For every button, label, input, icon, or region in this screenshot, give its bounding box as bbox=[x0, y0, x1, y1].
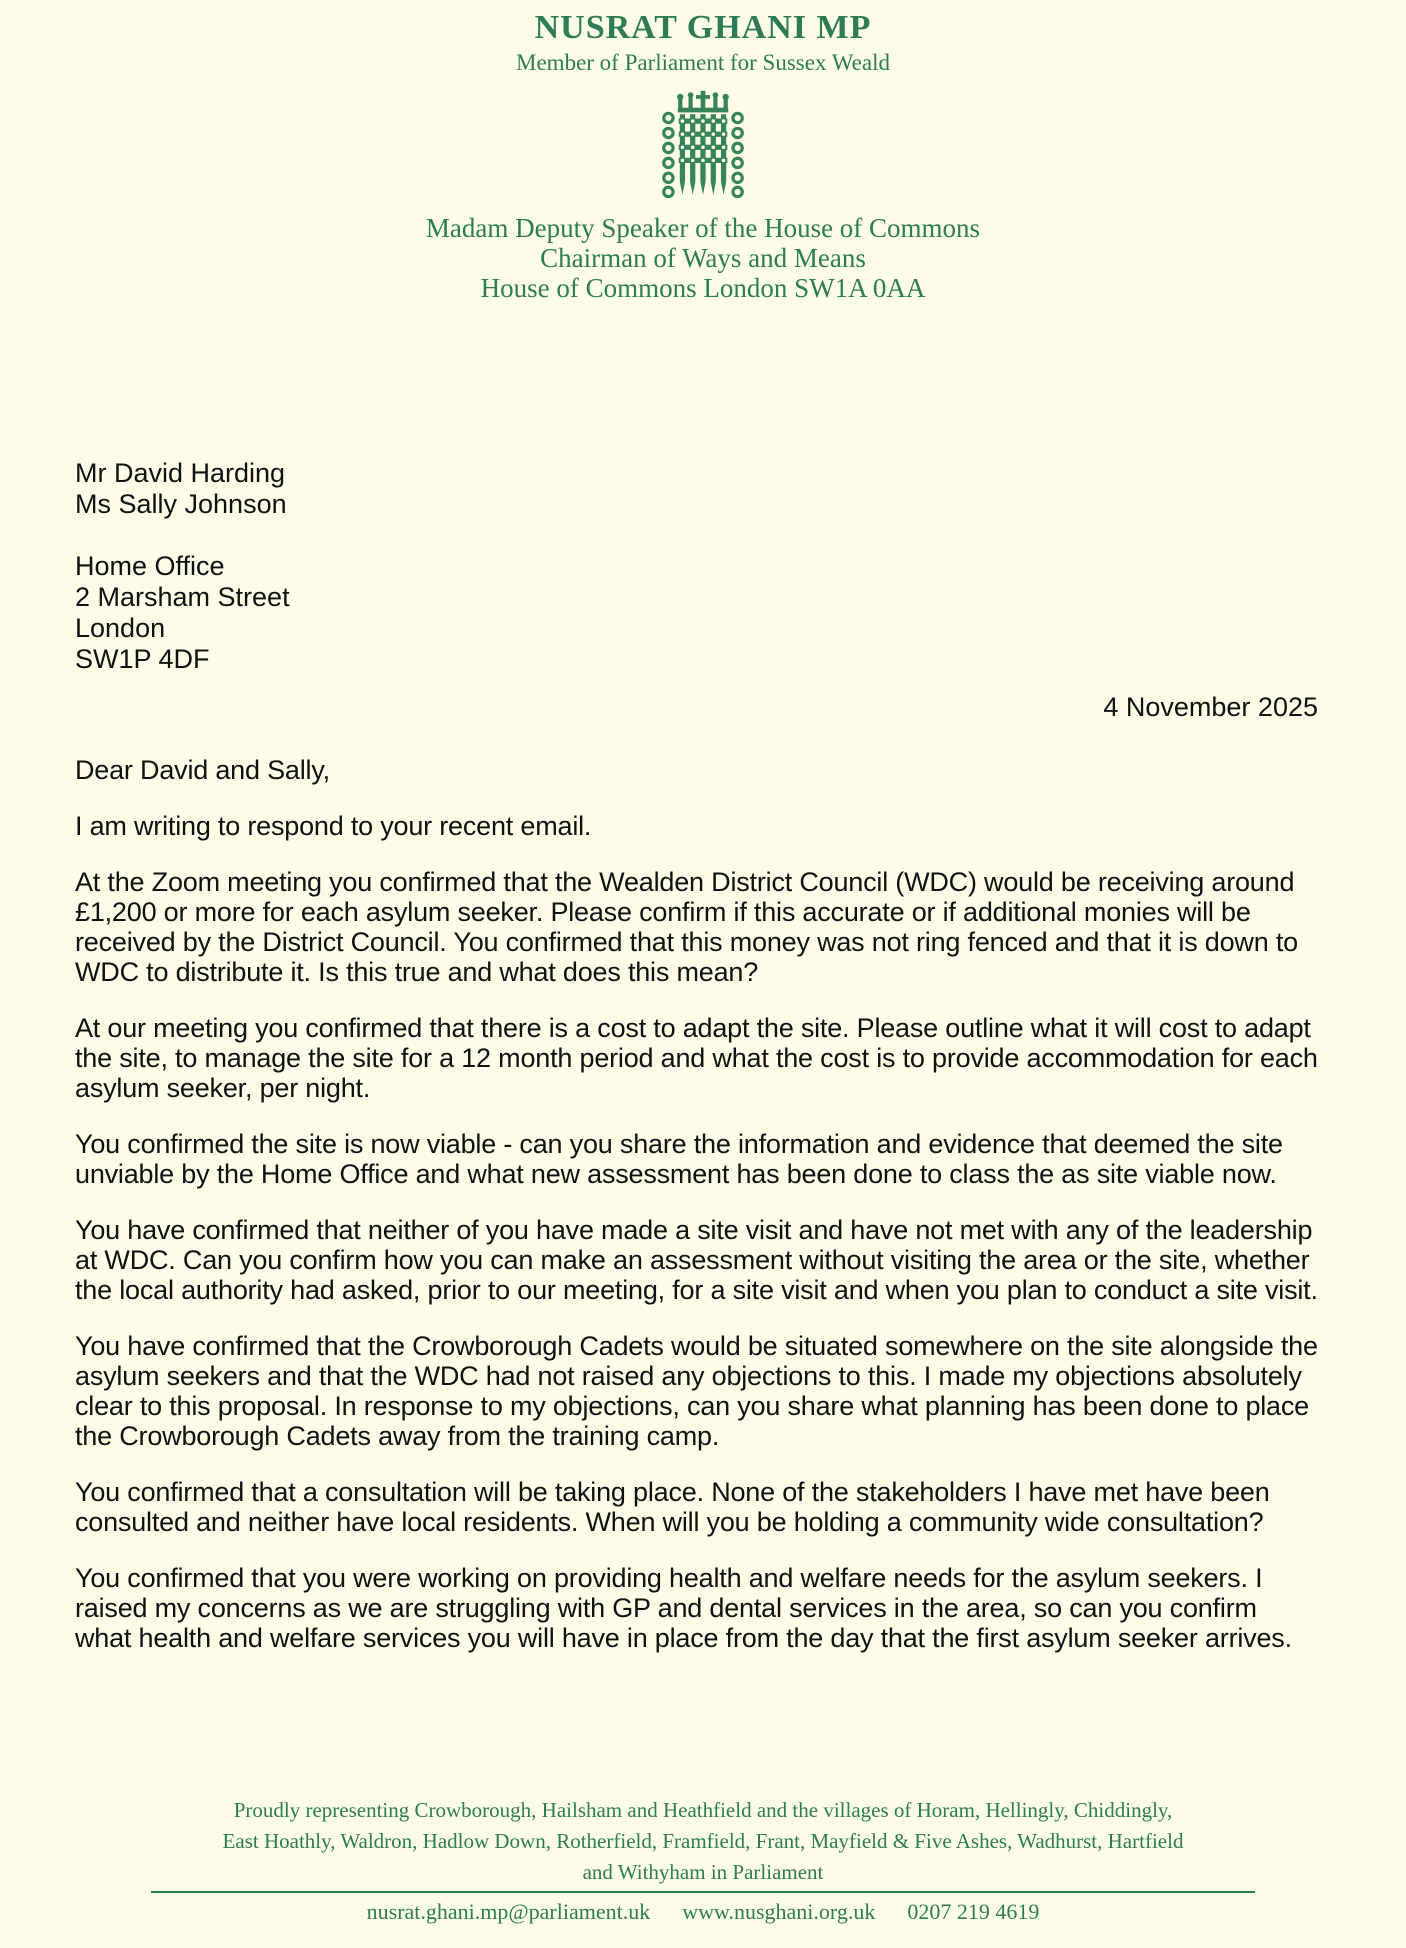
footer-phone: 0207 219 4619 bbox=[907, 1899, 1040, 1924]
letterhead-address-line: Chairman of Ways and Means bbox=[540, 243, 866, 273]
paragraph: At our meeting you confirmed that there is a cost to adapt the site. Please outline what it will cost to adapt the site, to manage the site for a 12 month period and what the cost is to provide accommodation for each asylum seeker, per night. bbox=[75, 1013, 1318, 1103]
footer-representing-line: and Withyham in Parliament bbox=[582, 1860, 824, 1884]
recipient-block bbox=[75, 458, 290, 675]
paragraph: You confirmed that you were working on providing health and welfare needs for the asylum seekers. I raised my concerns as we are struggling with GP and dental services in the area, so can you confirm what health and welfare services you will have in place from the day that the first asylum seeker arrives. bbox=[75, 1563, 1292, 1653]
portcullis-crest-icon bbox=[656, 89, 750, 205]
salutation: Dear David and Sally, bbox=[75, 755, 330, 785]
paragraph: I am writing to respond to your recent email. bbox=[75, 811, 592, 841]
letterhead-address-line: Madam Deputy Speaker of the House of Commons bbox=[425, 213, 981, 243]
mp-name: NUSRAT GHANI MP bbox=[534, 9, 872, 46]
footer-contacts bbox=[0, 1898, 1406, 1926]
letter-body bbox=[75, 755, 1318, 1679]
footer-website: www.nusghani.org.uk bbox=[682, 1899, 876, 1924]
recipient-address-line: Home Office bbox=[75, 551, 225, 581]
footer-email: nusrat.ghani.mp@parliament.uk bbox=[366, 1899, 651, 1924]
letter-date: 4 November 2025 bbox=[1103, 692, 1318, 722]
letterhead bbox=[0, 10, 1406, 303]
paragraph: At the Zoom meeting you confirmed that the Wealden District Council (WDC) would be receiving around £1,200 or more for each asylum seeker. Please confirm if this accurate or if additional monies will be received by the District Council. You confirmed that this money was not ring fenced and that it is down to WDC to distribute it. Is this true and what does this mean? bbox=[75, 867, 1298, 987]
recipient-name: Mr David Harding bbox=[75, 458, 286, 488]
recipient-name: Ms Sally Johnson bbox=[75, 489, 287, 519]
letterhead-address bbox=[0, 213, 1406, 303]
footer-representing-line: Proudly representing Crowborough, Hailsham and Heathfield and the villages of Horam, Hellingly, Chiddingly, bbox=[233, 1798, 1173, 1822]
letterhead-address-line: House of Commons London SW1A 0AA bbox=[480, 273, 926, 303]
paragraph: You confirmed that a consultation will be taking place. None of the stakeholders I have met have been consulted and neither have local residents. When will you be holding a community wide consultation? bbox=[75, 1477, 1270, 1537]
recipient-address-line: 2 Marsham Street bbox=[75, 582, 290, 612]
footer-divider bbox=[151, 1891, 1255, 1893]
paragraph: You have confirmed that the Crowborough Cadets would be situated somewhere on the site alongside the asylum seekers and that the WDC had not raised any objections to this. I made my objections absolutely clear to this proposal. In response to my objections, can you share what planning has been done to place the Crowborough Cadets away from the training camp. bbox=[75, 1331, 1318, 1451]
spacer bbox=[75, 520, 290, 551]
footer-representing bbox=[0, 1795, 1406, 1888]
mp-subtitle: Member of Parliament for Sussex Weald bbox=[516, 50, 890, 75]
footer-representing-line: East Hoathly, Waldron, Hadlow Down, Rotherfield, Framfield, Frant, Mayfield & Five Ashes, Wadhurst, Hartfield bbox=[222, 1829, 1184, 1853]
recipient-address-line: SW1P 4DF bbox=[75, 644, 210, 674]
recipient-address-line: London bbox=[75, 613, 166, 643]
paragraph: You have confirmed that neither of you have made a site visit and have not met with any of the leadership at WDC. Can you confirm how you can make an assessment without visiting the area or the site, whether the local authority had asked, prior to our meeting, for a site visit and when you plan to conduct a site visit. bbox=[75, 1215, 1318, 1305]
paragraph: You confirmed the site is now viable - can you share the information and evidence that deemed the site unviable by the Home Office and what new assessment has been done to class the as site viable now. bbox=[75, 1129, 1283, 1189]
